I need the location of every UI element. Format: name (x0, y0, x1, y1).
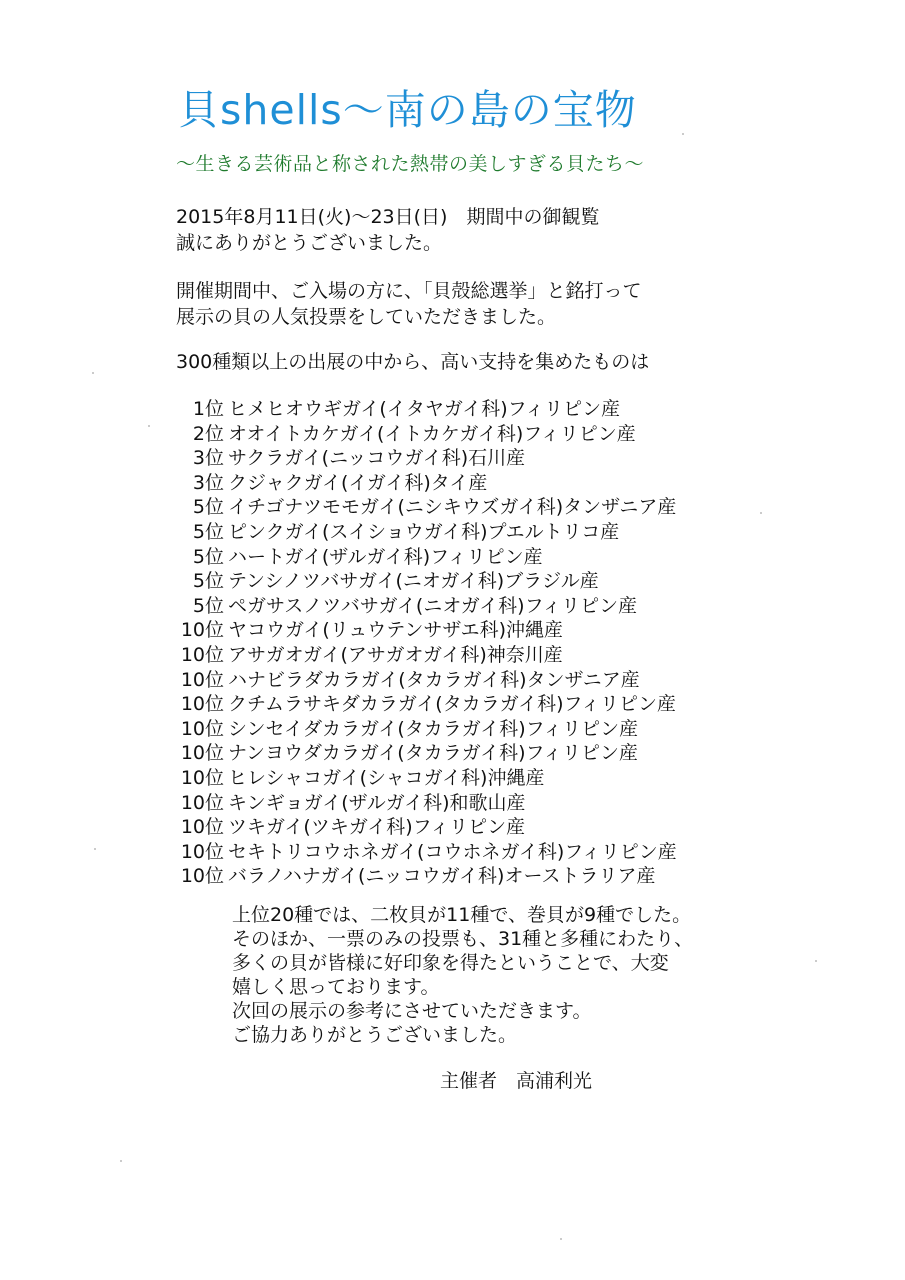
thanks-line-1: 2015年8月11日(火)～23日(日) 期間中の御観覧 (176, 206, 600, 228)
ranking-row (176, 741, 796, 766)
scan-speck (148, 425, 150, 427)
ranking-row (176, 692, 796, 717)
organizer-signature: 主催者 高浦利光 (440, 1070, 593, 1092)
page-title: 貝shells～南の島の宝物 (178, 86, 637, 134)
rank-shell: キンギョガイ(ザルガイ科)和歌山産 (228, 791, 526, 814)
intro-line-2: 展示の貝の人気投票をしていただきました。 (176, 306, 557, 328)
rank-number: 10位 (180, 791, 224, 814)
summary-line: 多くの貝が皆様に好印象を得たということで、大変 (232, 952, 669, 974)
ranking-row (176, 668, 796, 693)
rank-number: 2位 (192, 422, 224, 445)
summary-line: ご協力ありがとうございました。 (232, 1024, 518, 1046)
ranking-row (176, 766, 796, 791)
rank-shell: サクラガイ(ニッコウガイ科)石川産 (228, 447, 526, 470)
ranking-row (176, 717, 796, 742)
rank-shell: バラノハナガイ(ニッコウガイ科)オーストラリア産 (228, 865, 656, 888)
rank-number: 10位 (180, 766, 224, 789)
ranking-row (176, 643, 796, 668)
ranking-row (176, 397, 796, 422)
rank-number: 5位 (192, 520, 224, 543)
rank-number: 10位 (180, 865, 224, 888)
rank-shell: ヒレシャコガイ(シャコガイ科)沖縄産 (228, 766, 545, 789)
rank-number: 10位 (180, 619, 224, 642)
scan-speck (760, 512, 762, 514)
rank-shell: ヒメヒオウギガイ(イタヤガイ科)フィリピン産 (228, 398, 621, 420)
rank-shell: オオイトカケガイ(イトカケガイ科)フィリピン産 (228, 422, 636, 445)
ranking-row (176, 495, 796, 520)
rank-number: 10位 (180, 643, 224, 666)
rank-number: 1位 (192, 398, 224, 420)
rank-number: 5位 (192, 496, 224, 519)
ranking-list (176, 397, 796, 889)
rank-shell: クジャクガイ(イガイ科)タイ産 (228, 471, 488, 494)
summary-line: 次回の展示の参考にさせていただきます。 (232, 1000, 592, 1022)
rank-number: 5位 (192, 570, 224, 593)
rank-number: 5位 (192, 594, 224, 617)
rank-shell: ヤコウガイ(リュウテンサザエ科)沖縄産 (228, 619, 563, 642)
rank-number: 10位 (180, 668, 224, 691)
rank-number: 10位 (180, 816, 224, 839)
thanks-line-2: 誠にありがとうございました。 (176, 232, 443, 254)
ranking-row (176, 569, 796, 594)
scan-speck (815, 960, 817, 962)
ranking-row (176, 815, 796, 840)
rank-shell: セキトリコウホネガイ(コウホネガイ科)フィリピン産 (228, 840, 677, 863)
page-subtitle: ～生きる芸術品と称された熱帯の美しすぎる貝たち～ (176, 153, 645, 175)
ranking-row (176, 791, 796, 816)
scan-speck (94, 848, 96, 850)
rank-shell: ピンクガイ(スイショウガイ科)プエルトリコ産 (228, 520, 620, 543)
ranking-row (176, 471, 796, 496)
rank-number: 3位 (192, 447, 224, 470)
rank-shell: ペガサスノツバサガイ(ニオガイ科)フィリピン産 (228, 594, 638, 617)
scan-speck (560, 1238, 562, 1240)
summary-paragraph (232, 903, 693, 1047)
ranking-row (176, 422, 796, 447)
scan-speck (120, 1160, 122, 1162)
ranking-row (176, 840, 796, 865)
rank-number: 10位 (180, 840, 224, 863)
rank-number: 10位 (180, 742, 224, 765)
scan-speck (682, 133, 684, 135)
rank-number: 5位 (192, 545, 224, 568)
rank-number: 3位 (192, 471, 224, 494)
rank-number: 10位 (180, 693, 224, 716)
rank-shell: ナンヨウダカラガイ(タカラガイ科)フィリピン産 (228, 742, 639, 765)
rank-number: 10位 (180, 717, 224, 740)
summary-line: 嬉しく思っております。 (232, 976, 440, 998)
rank-shell: ハナビラダカラガイ(タカラガイ科)タンザニア産 (228, 668, 640, 691)
rank-shell: ツキガイ(ツキガイ科)フィリピン産 (228, 816, 526, 839)
ranking-row (176, 594, 796, 619)
intro-line-1: 開催期間中、ご入場の方に、「貝殻総選挙」と銘打って (176, 280, 642, 302)
rank-shell: シンセイダカラガイ(タカラガイ科)フィリピン産 (228, 717, 639, 740)
rank-shell: アサガオガイ(アサガオガイ科)神奈川産 (228, 643, 563, 666)
rank-shell: クチムラサキダカラガイ(タカラガイ科)フィリピン産 (228, 693, 677, 716)
rank-shell: テンシノツバサガイ(ニオガイ科)ブラジル産 (228, 570, 599, 593)
lead-text: 300種類以上の出展の中から、高い支持を集めたものは (176, 351, 650, 373)
summary-line: 上位20種では、二枚貝が11種で、巻貝が9種でした。 (232, 904, 692, 926)
rank-shell: ハートガイ(ザルガイ科)フィリピン産 (228, 545, 543, 568)
scan-speck (92, 372, 94, 374)
rank-shell: イチゴナツモモガイ(ニシキウズガイ科)タンザニア産 (228, 496, 677, 519)
ranking-row (176, 446, 796, 471)
ranking-row (176, 618, 796, 643)
ranking-row (176, 545, 796, 570)
summary-line: そのほか、一票のみの投票も、31種と多種にわたり、 (232, 928, 694, 950)
ranking-row (176, 864, 796, 889)
ranking-row (176, 520, 796, 545)
